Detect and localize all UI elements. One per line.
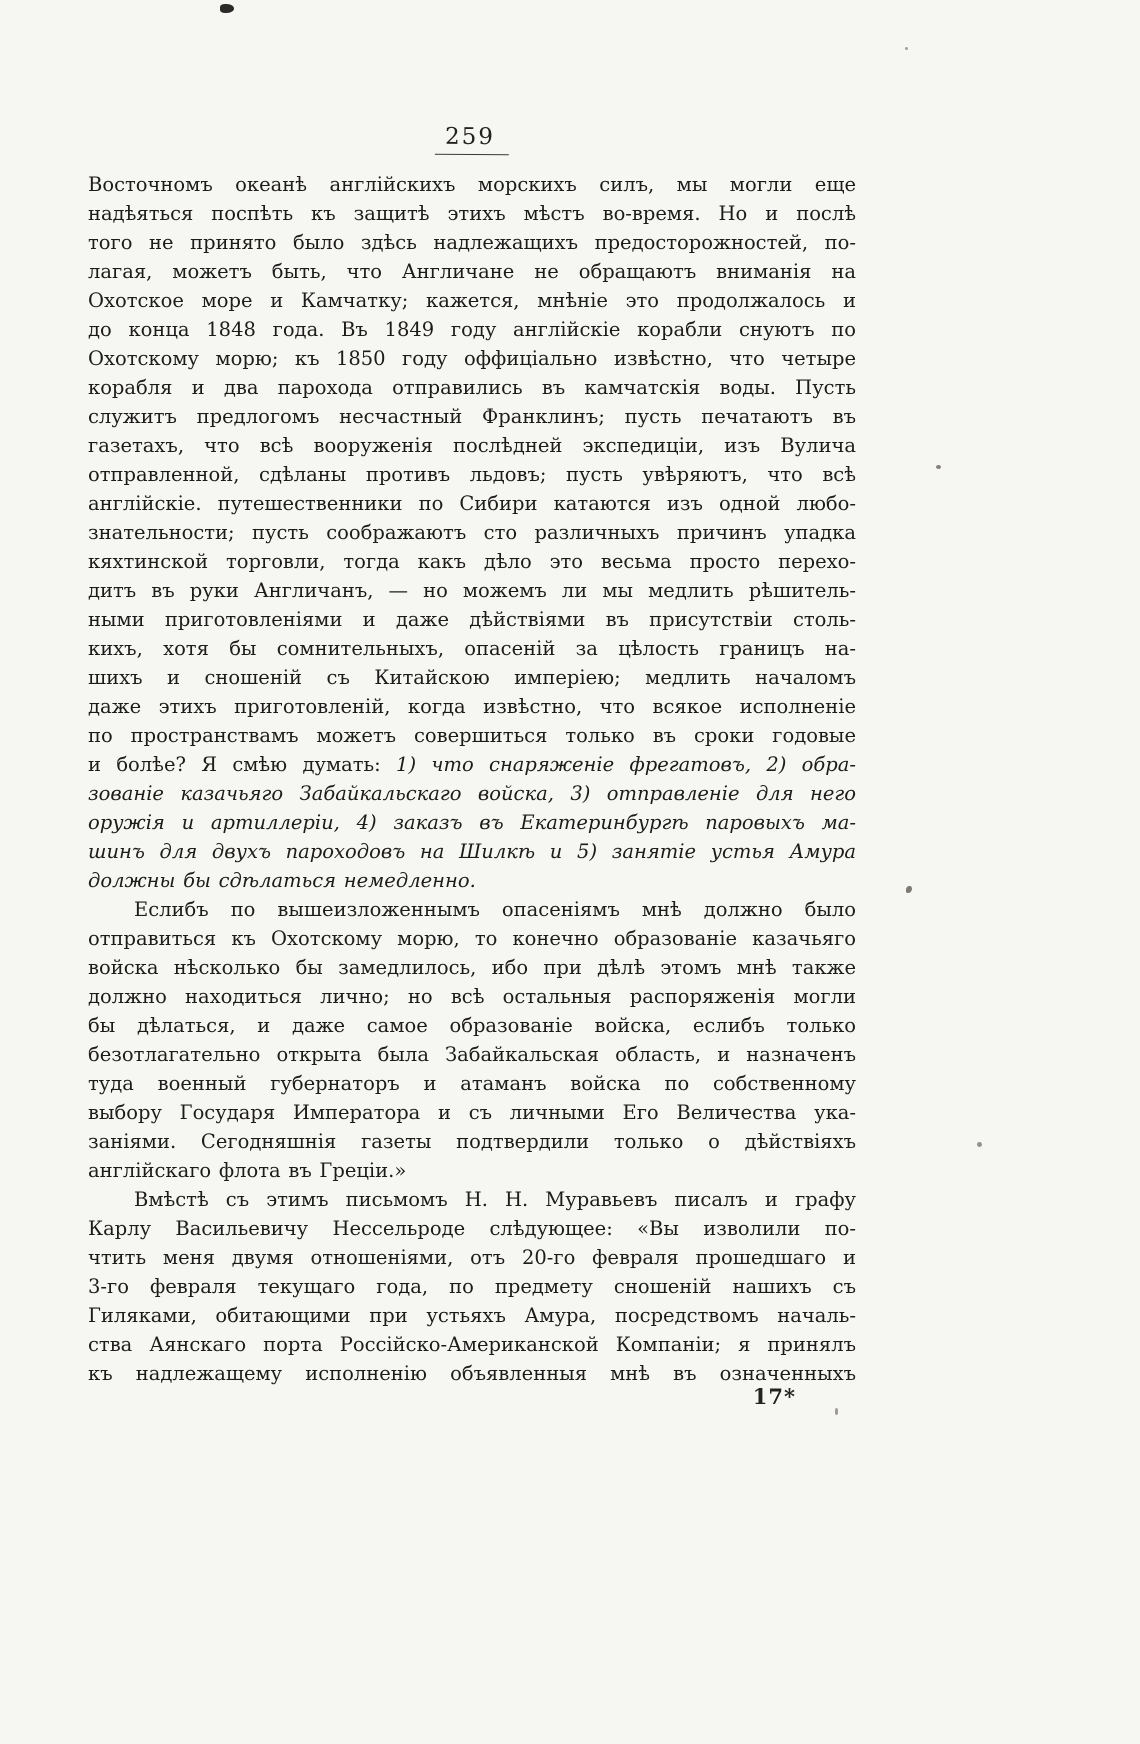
page-number-text: 259 [435,124,509,156]
text-line [88,750,856,779]
text-line [88,1301,856,1330]
scan-artifact [835,1408,838,1415]
text-line [88,663,856,692]
text-segment: надѣяться поспѣть къ защитѣ этихъ мѣстъ во-время. Но и послѣ [88,202,856,225]
text-line [88,605,856,634]
text-segment: и болѣе? Я смѣю думать: [88,753,397,776]
text-line [88,1272,856,1301]
text-segment: должно находиться лично; но всѣ остальныя распоряженія могли [88,985,856,1008]
text-segment: безотлагательно открыта была Забайкальская область, и назначенъ [88,1043,856,1066]
text-segment: къ надлежащему исполненію объявленныя мнѣ въ означенныхъ [88,1362,856,1385]
text-line [88,924,856,953]
text-line [88,721,856,750]
text-line [88,402,856,431]
text-segment: ными приготовленіями и даже дѣйствіями въ присутствіи столь- [88,608,856,631]
text-segment: дитъ въ руки Англичанъ, — но можемъ ли мы медлить рѣшитель- [88,579,856,602]
text-line [88,344,856,373]
text-line [88,1127,856,1156]
text-segment: корабля и два парохода отправились въ камчатскія воды. Пусть [88,376,856,399]
text-line [88,373,856,402]
text-segment: кихъ, хотя бы сомнительныхъ, опасеній за цѣлость границъ на- [88,637,856,660]
text-segment: того не принято было здѣсь надлежащихъ предосторожностей, по- [88,231,856,254]
text-segment: выбору Государя Императора и съ личными Его Величества ука- [88,1101,856,1124]
text-segment: шихъ и сношеній съ Китайскою имперіею; медлить началомъ [88,666,856,689]
text-segment: ства Аянскаго порта Россійско-Американской Компаніи; я принялъ [88,1333,856,1356]
text-block [88,170,856,1388]
text-segment: бы дѣлаться, и даже самое образованіе войска, еслибъ только [88,1014,856,1037]
text-line [88,199,856,228]
text-segment: Восточномъ океанѣ англійскихъ морскихъ силъ, мы могли еще [88,173,856,196]
text-segment: англійскіе. путешественники по Сибири катаются изъ одной любо- [88,492,856,515]
text-line [88,431,856,460]
text-segment: Вмѣстѣ съ этимъ письмомъ Н. Н. Муравьевъ писалъ и графу [134,1188,856,1211]
text-segment: Гиляками, обитающими при устьяхъ Амура, посредствомъ началь- [88,1304,856,1327]
text-segment: Еслибъ по вышеизложеннымъ опасеніямъ мнѣ должно было [134,898,856,921]
text-line [88,1011,856,1040]
text-segment: Карлу Васильевичу Нессельроде слѣдующее: «Вы изволили по- [88,1217,856,1240]
text-line [88,634,856,663]
text-line [88,1069,856,1098]
text-segment: 3-го февраля текущаго года, по предмету сношеній нашихъ съ [88,1275,856,1298]
text-line [88,1330,856,1359]
text-segment: чтить меня двумя отношеніями, отъ 20-го февраля прошедшаго и [88,1246,856,1269]
text-line [88,1040,856,1069]
text-line [88,170,856,199]
text-line [88,837,856,866]
text-segment: служитъ предлогомъ несчастный Франклинъ; пусть печатаютъ въ [88,405,856,428]
text-line [88,779,856,808]
text-segment: знательности; пусть соображаютъ сто различныхъ причинъ упадка [88,521,856,544]
text-line [88,895,856,924]
text-segment: по пространствамъ можетъ совершиться только въ сроки годовые [88,724,856,747]
text-segment: туда военный губернаторъ и атаманъ войска по собственному [88,1072,856,1095]
italic-text-segment: зованіе казачьяго Забайкальскаго войска, 3) отправленіе для него [88,782,856,805]
text-line [88,1098,856,1127]
text-line [88,460,856,489]
text-segment: Охотское море и Камчатку; кажется, мнѣніе это продолжалось и [88,289,856,312]
text-segment: даже этихъ приготовленій, когда извѣстно, что всякое исполненіе [88,695,856,718]
text-line [88,1243,856,1272]
text-line [88,228,856,257]
text-segment: войска нѣсколько бы замедлилось, ибо при дѣлѣ этомъ мнѣ также [88,956,856,979]
text-segment: газетахъ, что всѣ вооруженія послѣдней экспедиціи, изъ Вулича [88,434,856,457]
text-line [88,286,856,315]
text-line [88,1156,856,1185]
italic-text-segment: шинъ для двухъ пароходовъ на Шилкѣ и 5) занятіе устья Амура [88,840,856,863]
text-segment: англійскаго флота въ Греціи.» [88,1159,407,1182]
text-line [88,518,856,547]
text-segment: лагая, можетъ быть, что Англичане не обращаютъ вниманія на [88,260,856,283]
scan-artifact [936,465,941,469]
text-line [88,547,856,576]
text-line [88,866,856,895]
italic-text-segment: оружія и артиллеріи, 4) заказъ въ Екатеринбургѣ паровыхъ ма- [88,811,856,834]
text-segment: Охотскому морю; къ 1850 году оффиціально извѣстно, что четыре [88,347,856,370]
text-line [88,692,856,721]
italic-text-segment: должны бы сдѣлаться немедленно. [88,869,476,892]
signature-mark: 17* [752,1384,796,1409]
text-line [88,315,856,344]
text-line [88,1214,856,1243]
text-segment: до конца 1848 года. Въ 1849 году англійскіе корабли снуютъ по [88,318,856,341]
text-line [88,257,856,286]
text-segment: отправленной, сдѣланы противъ льдовъ; пусть увѣряютъ, что всѣ [88,463,856,486]
text-line [88,576,856,605]
italic-text-segment: 1) что снаряженіе фрегатовъ, 2) обра- [396,753,856,776]
scan-artifact [220,4,234,13]
text-segment: заніями. Сегодняшнія газеты подтвердили только о дѣйствіяхъ [88,1130,856,1153]
scan-artifact [906,886,912,893]
text-segment: отправиться къ Охотскому морю, то конечно образованіе казачьяго [88,927,856,950]
page-number [88,124,856,155]
text-line [88,953,856,982]
scan-artifact [977,1142,982,1147]
text-line [88,489,856,518]
scan-artifact [905,47,908,50]
text-line [88,982,856,1011]
text-segment: кяхтинской торговли, тогда какъ дѣло это весьма просто перехо- [88,550,856,573]
text-line [88,1185,856,1214]
text-line [88,808,856,837]
